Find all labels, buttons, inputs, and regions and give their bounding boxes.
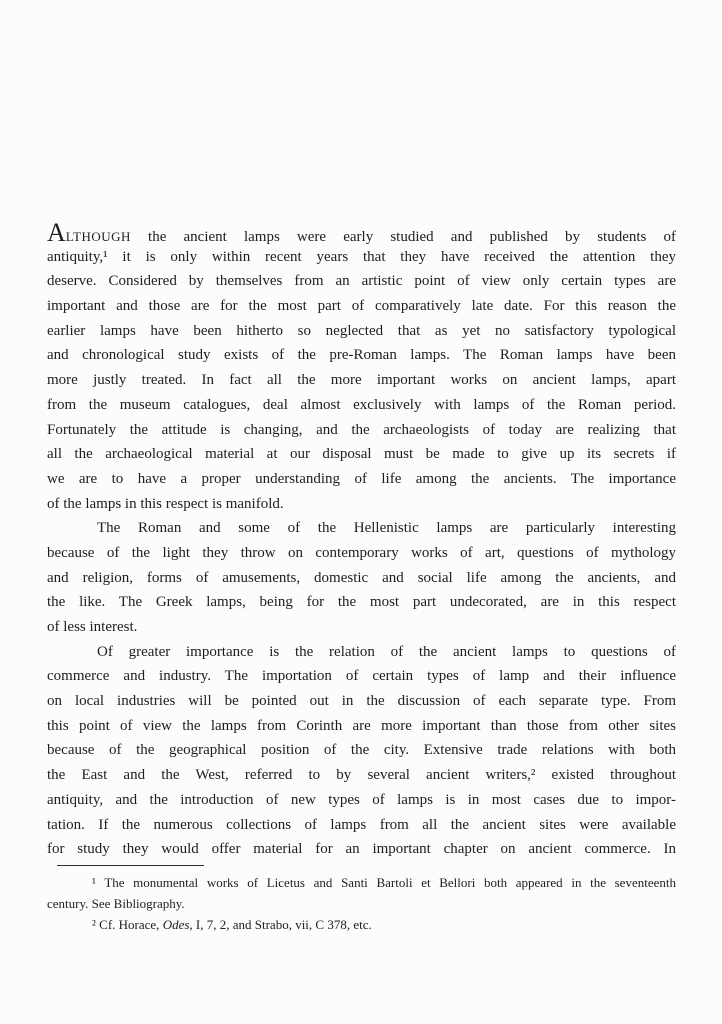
text-line: Of greater importance is the relation of the ancient lamps to questions of (97, 643, 676, 660)
text-block (47, 220, 676, 935)
text-line: commerce and industry. The importation of certain types of lamp and their influence (47, 668, 676, 685)
text-line: of the lamps in this respect is manifold. (47, 495, 284, 512)
text-line: on local industries will be pointed out in the discussion of each separate type. From (47, 693, 676, 710)
lead-line-rest: the ancient lamps were early studied and published by students of (130, 229, 676, 245)
text-line: the like. The Greek lamps, being for the most part undecorated, are in this respect (47, 594, 676, 611)
text-line: we are to have a proper understanding of life among the ancients. The importance (47, 470, 676, 487)
text-line: important and those are for the most part of comparatively late date. For this reason the (47, 298, 676, 315)
footnotes (47, 872, 676, 935)
text-line (47, 220, 676, 245)
footnote-citation-pre: ² Cf. Horace, (92, 916, 163, 932)
text-line: the East and the West, referred to by several ancient writers,² existed throughout (47, 767, 676, 784)
text-line: and chronological study exists of the pre-Roman lamps. The Roman lamps have been (47, 347, 676, 364)
paragraph (47, 640, 676, 862)
opening-paragraph (47, 220, 676, 516)
text-line: and religion, forms of amusements, domestic and social life among the ancients, and (47, 569, 676, 586)
lead-small-caps: LTHOUGH (65, 229, 131, 244)
text-line: antiquity,¹ it is only within recent years that they have received the attention they (47, 248, 676, 265)
text-line: this point of view the lamps from Corinth are more important than those from other sites (47, 717, 676, 734)
footnote-line (47, 914, 676, 935)
text-line: because of the light they throw on contemporary works of art, questions of mythology (47, 544, 676, 561)
text-line: deserve. Considered by themselves from an artistic point of view only certain types are (47, 273, 676, 290)
text-line: of less interest. (47, 619, 138, 635)
text-line: for study they would offer material for an important chapter on ancient commerce. In (47, 841, 676, 858)
footnote-work-title: Odes (162, 916, 190, 932)
text-line: because of the geographical position of the city. Extensive trade relations with both (47, 742, 676, 759)
text-line: antiquity, and the introduction of new types of lamps is in most cases due to impor- (47, 791, 676, 808)
paragraph (47, 516, 676, 639)
lead-capital: A (47, 218, 66, 247)
text-line: Fortunately the attitude is changing, and the archaeologists of today are realizing that (47, 421, 676, 438)
text-line: from the museum catalogues, deal almost exclusively with lamps of the Roman period. (47, 396, 676, 413)
footnote-citation-post: , I, 7, 2, and Strabo, vii, C 378, etc. (189, 916, 372, 932)
footnote-line: ¹ The monumental works of Licetus and Santi Bartoli et Bellori both appeared in the seventeenth (92, 874, 676, 890)
text-line: tation. If the numerous collections of lamps from all the ancient sites were available (47, 816, 676, 833)
text-line: all the archaeological material at our disposal must be made to give up its secrets if (47, 446, 676, 463)
footnote-separator-rule (57, 865, 204, 866)
text-line: earlier lamps have been hitherto so neglected that as yet no satisfactory typological (47, 322, 676, 339)
footnote-line: century. See Bibliography. (47, 895, 185, 911)
text-line: more justly treated. In fact all the more important works on ancient lamps, apart (47, 372, 676, 389)
text-line: The Roman and some of the Hellenistic lamps are particularly interesting (97, 520, 676, 537)
